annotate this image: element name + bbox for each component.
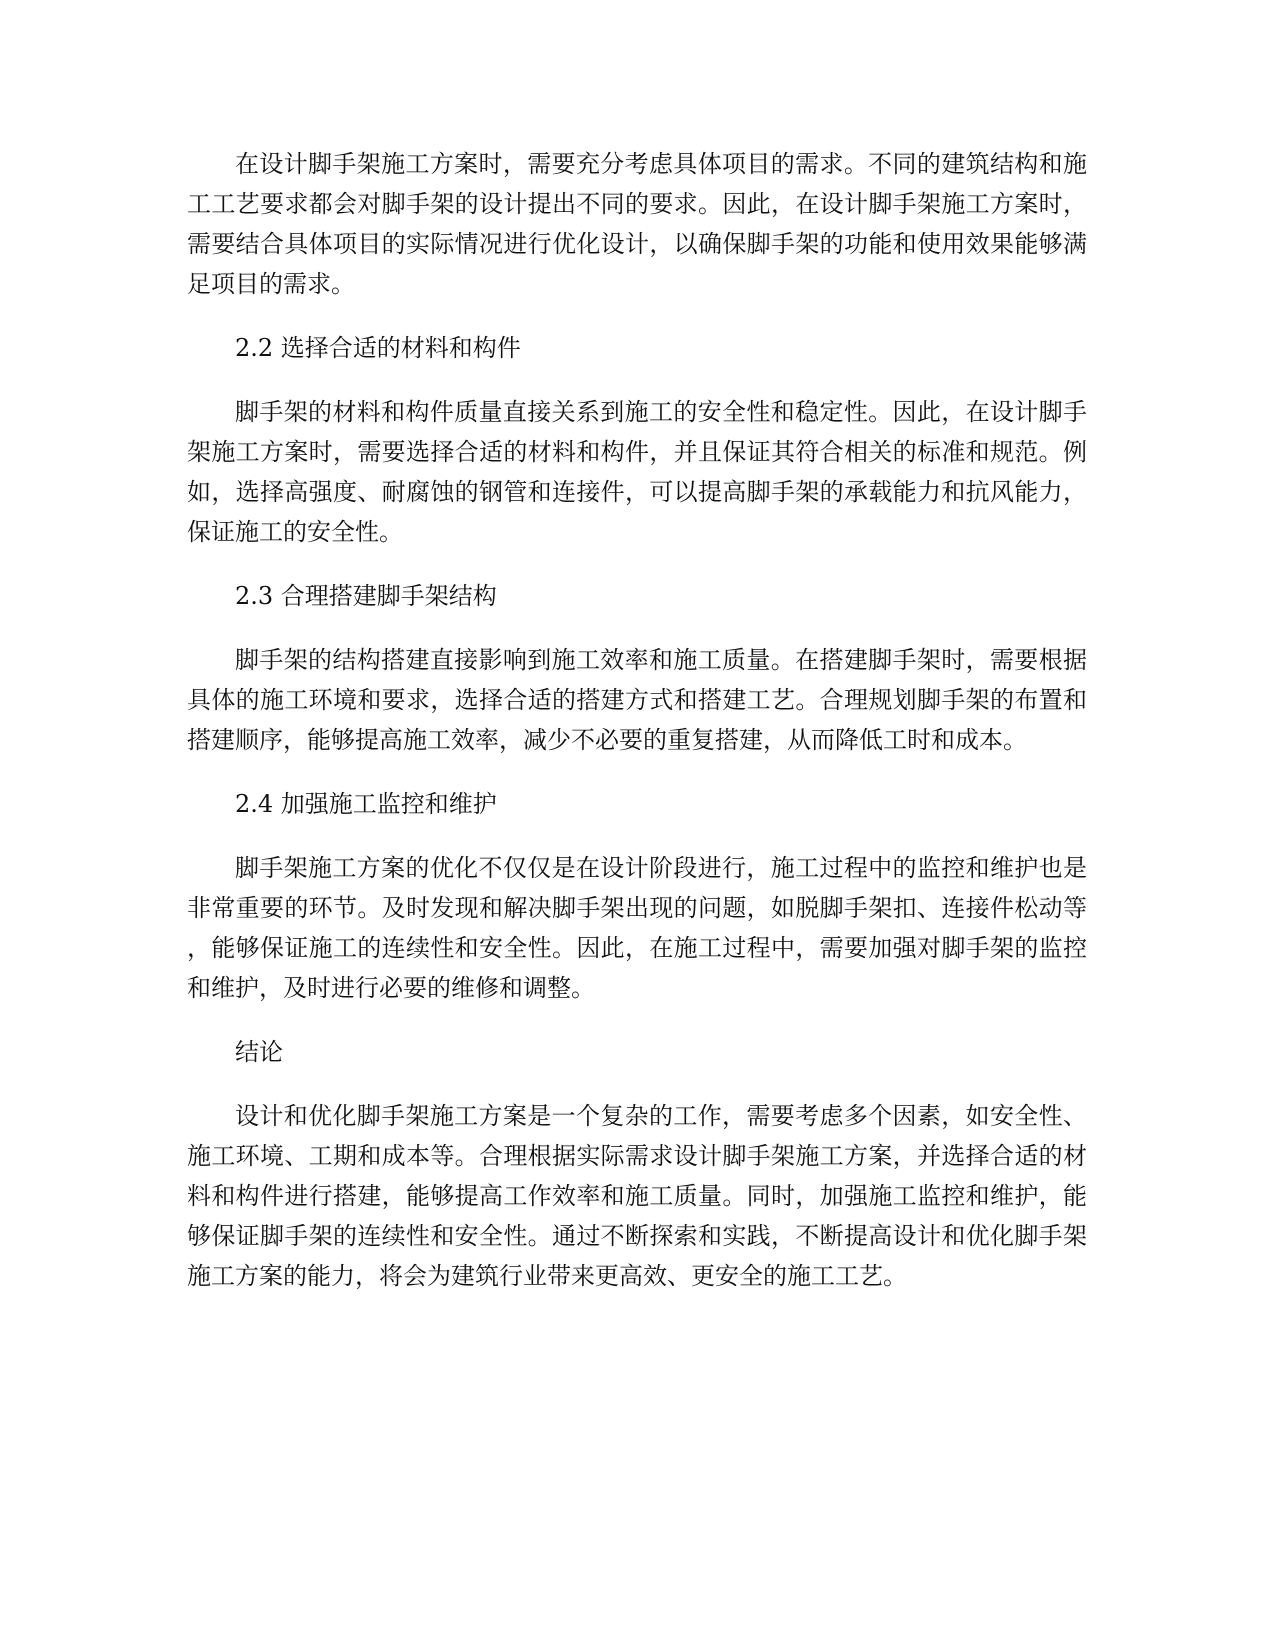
paragraph-structure: 脚手架的结构搭建直接影响到施工效率和施工质量。在搭建脚手架时，需要根据具体的施工环境和要求，选择合适的搭建方式和搭建工艺。合理规划脚手架的布置和搭建顺序，能够提高施工效率，减少不必要的重复搭建，从而降低工时和成本。 (187, 646, 1087, 754)
paragraph-project-needs: 在设计脚手架施工方案时，需要充分考虑具体项目的需求。不同的建筑结构和施工工艺要求都会对脚手架的设计提出不同的要求。因此，在设计脚手架施工方案时，需要结合具体项目的实际情况进行优化设计，以确保脚手架的功能和使用效果能够满足项目的需求。 (187, 150, 1087, 298)
paragraph-materials: 脚手架的材料和构件质量直接关系到施工的安全性和稳定性。因此，在设计脚手架施工方案时，需要选择合适的材料和构件，并且保证其符合相关的标准和规范。例如，选择高强度、耐腐蚀的钢管和连接件，可以提高脚手架的承载能力和抗风能力，保证施工的安全性。 (187, 398, 1087, 546)
paragraph-monitoring: 脚手架施工方案的优化不仅仅是在设计阶段进行，施工过程中的监控和维护也是非常重要的环节。及时发现和解决脚手架出现的问题，如脱脚手架扣、连接件松动等，能够保证施工的连续性和安全性。因此，在施工过程中，需要加强对脚手架的监控和维护，及时进行必要的维修和调整。 (187, 854, 1087, 1002)
section-heading-2-3: 2.3 合理搭建脚手架结构 (235, 582, 497, 610)
section-heading-2-4: 2.4 加强施工监控和维护 (235, 790, 497, 818)
section-heading-conclusion: 结论 (235, 1038, 283, 1066)
document-body (187, 144, 1087, 1296)
section-heading-2-2: 2.2 选择合适的材料和构件 (235, 334, 521, 362)
paragraph-conclusion: 设计和优化脚手架施工方案是一个复杂的工作，需要考虑多个因素，如安全性、施工环境、工期和成本等。合理根据实际需求设计脚手架施工方案，并选择合适的材料和构件进行搭建，能够提高工作效率和施工质量。同时，加强施工监控和维护，能够保证脚手架的连续性和安全性。通过不断探索和实践，不断提高设计和优化脚手架施工方案的能力，将会为建筑行业带来更高效、更安全的施工工艺。 (187, 1102, 1087, 1290)
